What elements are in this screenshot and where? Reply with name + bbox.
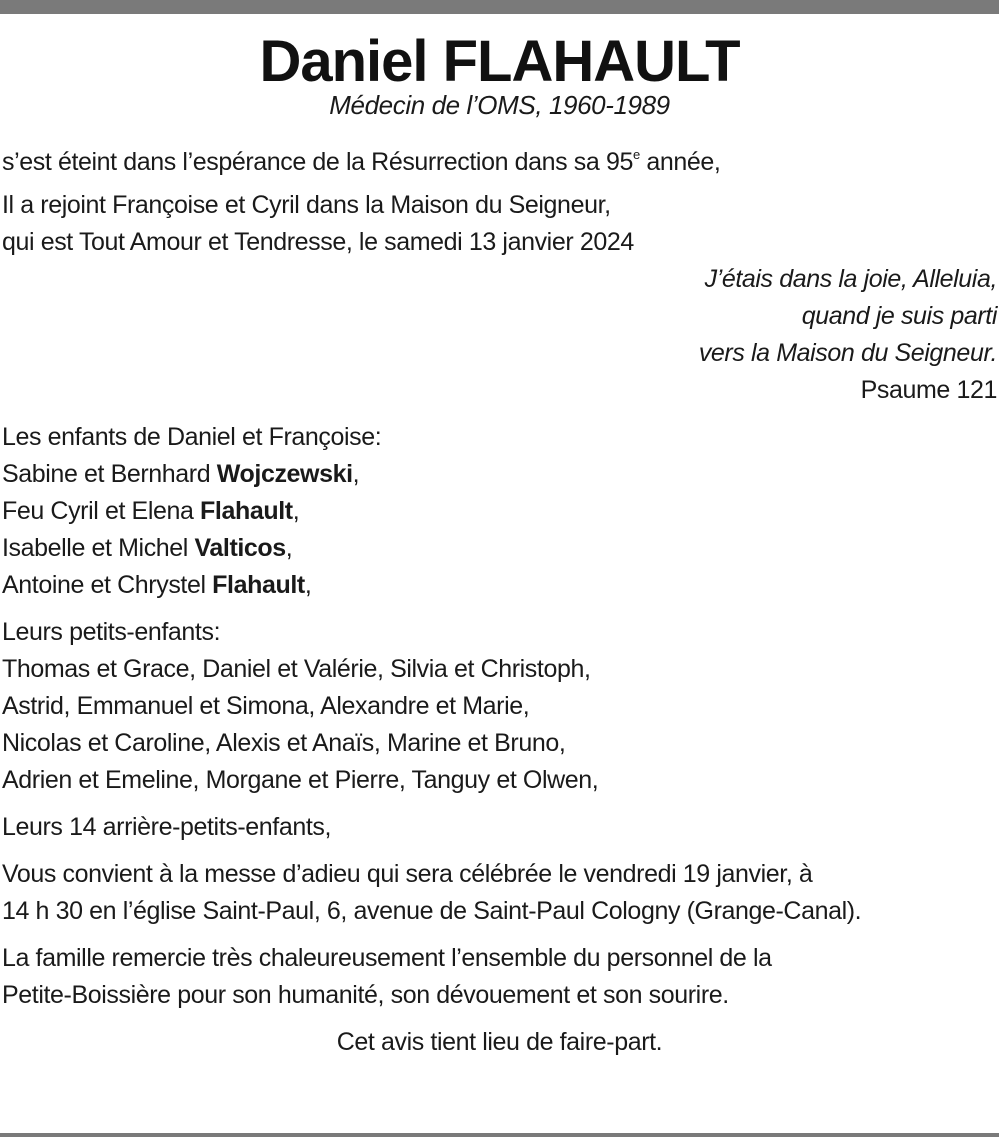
psalm-line: J’étais dans la joie, Alleluia,: [704, 265, 997, 293]
children-heading: Les enfants de Daniel et Françoise:: [2, 423, 382, 451]
grandchildren-heading: Leurs petits-enfants:: [2, 618, 221, 646]
child-punct: ,: [304, 571, 312, 599]
psalm-line: vers la Maison du Seigneur.: [698, 339, 997, 367]
child-surname: Flahault: [212, 571, 305, 599]
child-entry: [2, 456, 997, 493]
psalm-reference: Psaume 121: [860, 376, 997, 404]
funeral-line: Vous convient à la messe d’adieu qui sera célébrée le vendredi 19 janvier, à: [2, 860, 813, 888]
thanks-line: La famille remercie très chaleureusement l’ensemble du personnel de la: [2, 944, 772, 972]
child-punct: ,: [352, 460, 360, 488]
rejoint-line: qui est Tout Amour et Tendresse, le samedi 13 janvier 2024: [2, 228, 634, 256]
child-given-names: Isabelle et Michel: [2, 534, 195, 562]
child-surname: Valticos: [194, 534, 286, 562]
great-grandchildren-section: [2, 809, 997, 846]
child-punct: ,: [292, 497, 300, 525]
grandchildren-line: Thomas et Grace, Daniel et Valérie, Silvia et Christoph,: [2, 655, 591, 683]
top-border: [0, 0, 999, 14]
grandchildren-line: Nicolas et Caroline, Alexis et Anaïs, Marine et Bruno,: [2, 729, 566, 757]
child-entry: [2, 567, 997, 604]
thanks-line: Petite-Boissière pour son humanité, son dévouement et son sourire.: [2, 981, 729, 1009]
intro-text-end: année,: [639, 148, 721, 176]
child-entry: [2, 493, 997, 530]
psalm-quote: [2, 261, 997, 409]
rejoint-line: Il a rejoint Françoise et Cyril dans la Maison du Seigneur,: [2, 191, 611, 219]
deceased-name: Daniel FLAHAULT: [259, 29, 740, 94]
thanks-section: [2, 940, 997, 1014]
child-surname: Wojczewski: [216, 460, 353, 488]
psalm-line: quand je suis parti: [801, 302, 997, 330]
grandchildren-section: [2, 614, 997, 799]
child-given-names: Feu Cyril et Elena: [2, 497, 201, 525]
child-given-names: Sabine et Bernhard: [2, 460, 217, 488]
child-entry: [2, 530, 997, 567]
children-section: [2, 419, 997, 604]
obituary-notice: [2, 30, 997, 1061]
intro-sentence: [2, 144, 997, 181]
deceased-title: Médecin de l’OMS, 1960-1989: [329, 90, 670, 120]
rejoint-paragraph: [2, 187, 997, 261]
funeral-section: [2, 856, 997, 930]
intro-text: s’est éteint dans l’espérance de la Résurrection dans sa 95: [2, 148, 633, 176]
child-given-names: Antoine et Chrystel: [2, 571, 213, 599]
great-grandchildren-line: Leurs 14 arrière-petits-enfants,: [2, 813, 332, 841]
bottom-border: [0, 1133, 999, 1137]
child-punct: ,: [285, 534, 293, 562]
closing-section: [2, 1024, 997, 1061]
ordinal-superscript: e: [632, 147, 640, 162]
grandchildren-line: Astrid, Emmanuel et Simona, Alexandre et Marie,: [2, 692, 530, 720]
funeral-line: 14 h 30 en l’église Saint-Paul, 6, avenue de Saint-Paul Cologny (Grange-Canal).: [2, 897, 862, 925]
child-surname: Flahault: [200, 497, 293, 525]
closing-line: Cet avis tient lieu de faire-part.: [336, 1028, 663, 1056]
grandchildren-line: Adrien et Emeline, Morgane et Pierre, Tanguy et Olwen,: [2, 766, 599, 794]
